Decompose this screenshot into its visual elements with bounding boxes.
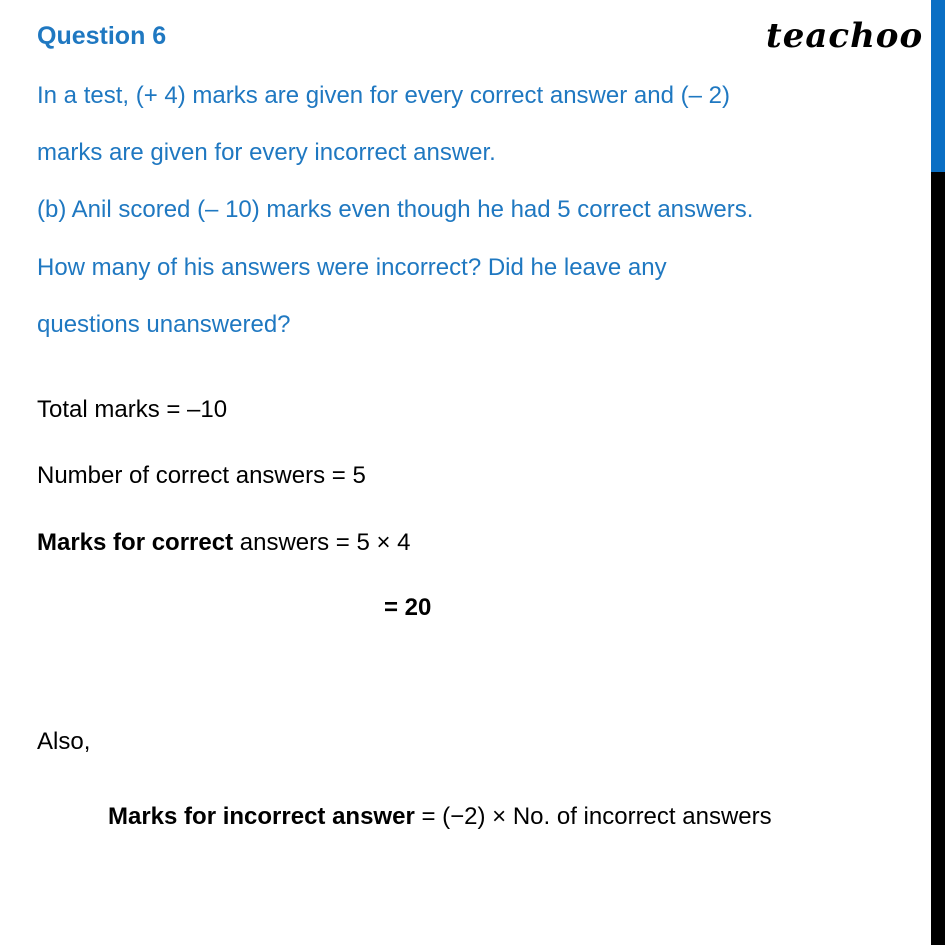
marks-correct-label: Marks for correct (37, 529, 234, 556)
question-line-1: In a test, (+ 4) marks are given for every correct answer and (– 2) (37, 82, 730, 109)
also-label: Also, (37, 728, 91, 755)
marks-correct-expr: answers = 5 × 4 (233, 529, 411, 556)
question-line-4: How many of his answers were incorrect? Did he leave any (37, 254, 667, 281)
scrollbar-thumb[interactable] (931, 0, 945, 172)
marks-incorrect-line (108, 803, 772, 831)
marks-correct-line (37, 529, 411, 557)
question-line-3: (b) Anil scored (– 10) marks even though he had 5 correct answers. (37, 196, 754, 223)
question-line-2: marks are given for every incorrect answer. (37, 139, 496, 166)
scrollbar-track[interactable] (931, 172, 945, 945)
question-title: Question 6 (37, 22, 167, 50)
correct-count: Number of correct answers = 5 (37, 462, 366, 489)
marks-incorrect-label: Marks for incorrect answer (108, 803, 415, 830)
marks-correct-result: = 20 (384, 594, 432, 621)
marks-incorrect-expr: = (−2) × No. of incorrect answers (414, 803, 772, 830)
question-line-5: questions unanswered? (37, 311, 291, 338)
teachoo-logo: teachoo (766, 16, 924, 56)
total-marks: Total marks = –10 (37, 396, 228, 423)
